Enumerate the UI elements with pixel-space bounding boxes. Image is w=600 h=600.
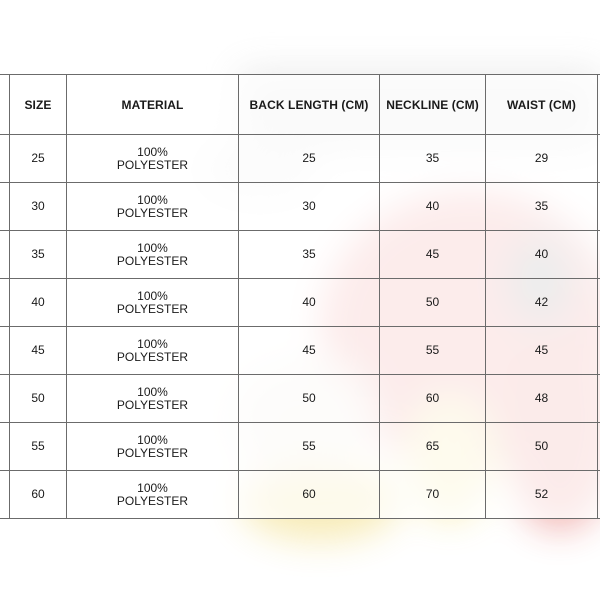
header-neckline: NECKLINE (CM) xyxy=(380,75,486,135)
cell-edge-left xyxy=(0,327,10,375)
table-row xyxy=(0,423,600,471)
table-row xyxy=(0,327,600,375)
cell-edge-left xyxy=(0,279,10,327)
cell-material xyxy=(67,135,239,183)
cell-material xyxy=(67,471,239,519)
cell-neckline: 45 xyxy=(380,231,486,279)
material-name: POLYESTER xyxy=(116,253,189,268)
material-percent: 100% xyxy=(137,480,168,495)
material-name: POLYESTER xyxy=(116,493,189,508)
material-name: POLYESTER xyxy=(116,205,189,220)
table-row xyxy=(0,375,600,423)
cell-back-length: 45 xyxy=(239,327,380,375)
cell-neckline: 35 xyxy=(380,135,486,183)
cell-size: 35 xyxy=(10,231,67,279)
cell-back-length: 60 xyxy=(239,471,380,519)
material-percent: 100% xyxy=(137,144,168,159)
material-percent: 100% xyxy=(137,240,168,255)
cell-edge-left xyxy=(0,135,10,183)
cell-back-length: 30 xyxy=(239,183,380,231)
material-percent: 100% xyxy=(137,288,168,303)
header-edge-left xyxy=(0,75,10,135)
cell-edge-left xyxy=(0,183,10,231)
cell-neckline: 50 xyxy=(380,279,486,327)
cell-neckline: 60 xyxy=(380,375,486,423)
table-row xyxy=(0,471,600,519)
material-name: POLYESTER xyxy=(116,157,189,172)
material-name: POLYESTER xyxy=(116,349,189,364)
material-name: POLYESTER xyxy=(116,397,189,412)
cell-waist: 40 xyxy=(486,231,598,279)
header-back-length: BACK LENGTH (CM) xyxy=(239,75,380,135)
header-material: MATERIAL xyxy=(67,75,239,135)
table-row xyxy=(0,183,600,231)
header-waist: WAIST (CM) xyxy=(486,75,598,135)
cell-material xyxy=(67,279,239,327)
material-percent: 100% xyxy=(137,192,168,207)
cell-waist: 52 xyxy=(486,471,598,519)
material-percent: 100% xyxy=(137,432,168,447)
header-size: SIZE xyxy=(10,75,67,135)
cell-size: 60 xyxy=(10,471,67,519)
cell-size: 30 xyxy=(10,183,67,231)
cell-material xyxy=(67,423,239,471)
cell-waist: 50 xyxy=(486,423,598,471)
cell-edge-left xyxy=(0,231,10,279)
cell-material xyxy=(67,231,239,279)
cell-edge-left xyxy=(0,375,10,423)
cell-waist: 45 xyxy=(486,327,598,375)
header-row xyxy=(0,75,600,135)
material-percent: 100% xyxy=(137,384,168,399)
cell-edge-left xyxy=(0,423,10,471)
cell-neckline: 65 xyxy=(380,423,486,471)
cell-back-length: 40 xyxy=(239,279,380,327)
table-row xyxy=(0,279,600,327)
cell-waist: 48 xyxy=(486,375,598,423)
cell-edge-left xyxy=(0,471,10,519)
cell-back-length: 50 xyxy=(239,375,380,423)
cell-material xyxy=(67,183,239,231)
cell-neckline: 70 xyxy=(380,471,486,519)
cell-neckline: 40 xyxy=(380,183,486,231)
material-percent: 100% xyxy=(137,336,168,351)
cell-size: 25 xyxy=(10,135,67,183)
cell-material xyxy=(67,327,239,375)
cell-size: 45 xyxy=(10,327,67,375)
material-name: POLYESTER xyxy=(116,301,189,316)
cell-back-length: 55 xyxy=(239,423,380,471)
cell-size: 50 xyxy=(10,375,67,423)
cell-back-length: 25 xyxy=(239,135,380,183)
cell-material xyxy=(67,375,239,423)
cell-neckline: 55 xyxy=(380,327,486,375)
size-chart-table xyxy=(0,74,600,519)
cell-size: 55 xyxy=(10,423,67,471)
cell-waist: 29 xyxy=(486,135,598,183)
material-name: POLYESTER xyxy=(116,445,189,460)
table-row xyxy=(0,135,600,183)
cell-waist: 42 xyxy=(486,279,598,327)
cell-size: 40 xyxy=(10,279,67,327)
cell-waist: 35 xyxy=(486,183,598,231)
table-row xyxy=(0,231,600,279)
cell-back-length: 35 xyxy=(239,231,380,279)
